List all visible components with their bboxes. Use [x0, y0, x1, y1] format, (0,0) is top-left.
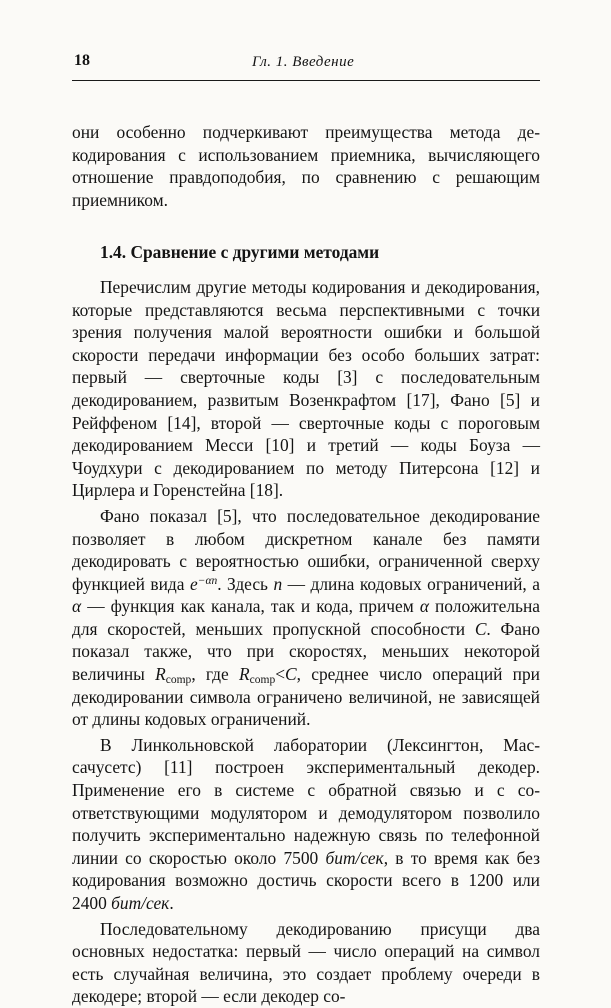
math-capacity: C: [285, 664, 297, 685]
text-run: , в то время как без кодирования возможно достичь скорости всего в 1200 или 2400: [72, 847, 540, 913]
text-run: — функция как канала, так и кода, причем: [81, 596, 420, 617]
math-subscript: comp: [249, 674, 276, 687]
page-number: 18: [74, 52, 90, 69]
section-number: 1.4.: [100, 242, 127, 263]
paragraph-fano: [72, 505, 540, 731]
text-run: . Здесь: [217, 573, 274, 594]
text-run: — длина кодовых ограничений, а: [282, 573, 540, 594]
section-title: Сравнение с другими методами: [130, 242, 380, 263]
section-heading: [72, 241, 540, 264]
math-exponent: −αn: [197, 574, 218, 587]
math-capacity: C: [474, 618, 487, 639]
running-head: Гл. 1. Введение: [252, 54, 355, 70]
unit-bitrate: бит/сек: [325, 847, 384, 868]
text-run: Фано показал [5], что последовательное декодирование позволяет в любом дискретном канале без памяти декодировать с вероятностью ошибки, ограниченной сверху функцией вида: [72, 505, 540, 594]
page: [72, 52, 540, 1008]
math-rate: R: [155, 664, 166, 685]
paragraph-continuation: они особенно подчеркивают преимущества метода декодирования с использованием приемника, вычисляющего отношение правдоподобия, по сравнению с решающим приемником.: [72, 122, 540, 210]
math-n: n: [273, 573, 283, 594]
text-run: , где: [191, 664, 240, 685]
math-alpha: α: [72, 596, 82, 617]
page-header: [72, 52, 540, 74]
text-run: , среднее число операций при декодировании символа ограничено величиной, не зависящей от длины кодовых ограничений.: [72, 664, 540, 730]
text-run: . Фано показал также, что при скоростях, меньших некоторой величины: [72, 618, 540, 685]
header-rule: [72, 80, 540, 81]
text-run: положительна для скоростей, меньших пропускной способности: [72, 596, 540, 639]
math-subscript: comp: [165, 674, 192, 687]
math-base: e: [189, 573, 198, 594]
text-run: .: [169, 893, 174, 913]
math-exponential: [190, 574, 217, 594]
paragraph-methods: Перечислим другие методы кодирования и декодирования, которые представляются весьма перспективными с точки зрения получения малой вероятности ошибки и большой скорости передачи информации без особо больших затрат: первый — сверточные коды [3] с последовательным декодированием, развитым Возенкрафтом [17], Фано [5] и Рейффеном [14], второй — сверточные коды с пороговым декодированием Месси [10] и третий — коды Боуза — Чоудхури с декодированием по методу Питерсона [12] и Цирлера и Горенстейна [18].: [72, 276, 540, 501]
math-rate: R: [239, 664, 250, 685]
text-run: В Линкольновской лаборатории (Лексингтон, Массачусетс) [11] построен экспериментальный декодер. Применение его в системе с обратной связью и с соответствующими модулятором и демодулятором позволило получить экспериментально надежную связь по телефонной линии со скоростью около 7500: [72, 734, 540, 868]
paragraph-lincoln-lab: [72, 734, 540, 915]
math-alpha: α: [419, 596, 429, 617]
math-less-than: <: [275, 664, 286, 685]
paragraph-drawbacks: Последовательному декодированию присущи два основных недостатка: первый — число операций на символ есть случайная величина, это создает проблему очереди в декодере; второй — если декодер со-: [72, 918, 540, 1007]
unit-bitrate: бит/сек: [111, 893, 170, 913]
